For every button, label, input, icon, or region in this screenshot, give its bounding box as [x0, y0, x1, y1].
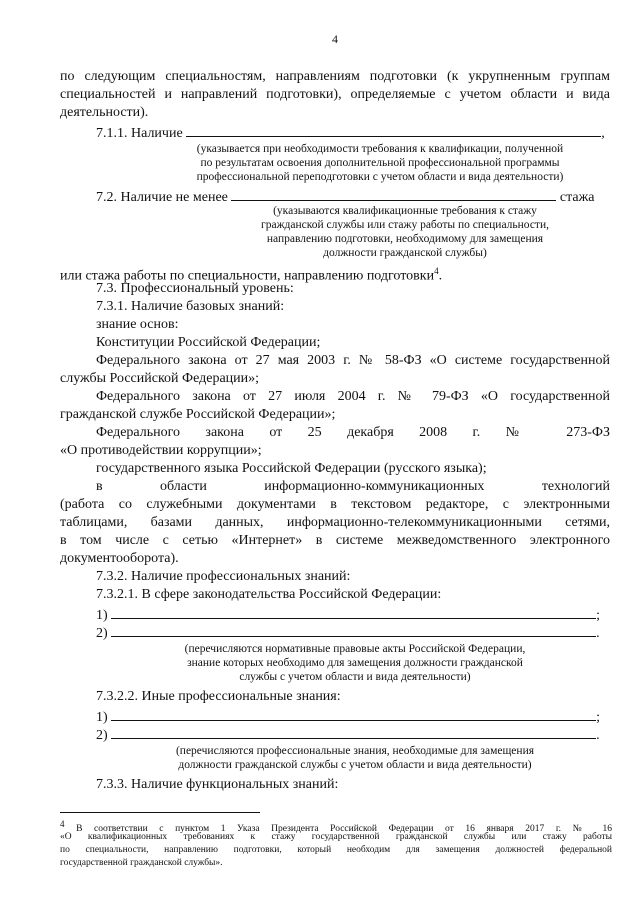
note-line: профессиональной переподготовки с учетом области и вида деятельности) — [196, 171, 564, 183]
fill-blank — [111, 724, 596, 739]
paragraph-line: деятельности). — [60, 105, 149, 120]
section-heading: 7.3.3. Наличие функциональных знаний: — [96, 777, 339, 792]
item-7-1-1 — [96, 122, 610, 143]
paragraph-line: Федерального закона от 25 декабря 2008 г. № 273-ФЗ — [96, 425, 610, 440]
note-line: гражданской службы или стажу работы по специальности, — [261, 219, 549, 231]
paragraph-line: документооборота). — [60, 551, 179, 566]
paragraph-line: Конституции Российской Федерации; — [96, 335, 321, 350]
footnote-line: «О квалификационных требованиях к стажу государственной гражданской службы или стажу работы — [60, 832, 612, 842]
note-line: (указываются квалификационные требования к стажу — [273, 205, 537, 217]
note-line: знание которых необходимо для замещения должности гражданской — [187, 657, 523, 669]
note-line: (перечисляются нормативные правовые акты Российской Федерации, — [184, 643, 526, 655]
item-number: 1) — [96, 710, 108, 725]
paragraph-line: специальностей и направлений подготовки), определяемые с учетом области и вида — [60, 87, 610, 102]
punct: ; — [596, 608, 601, 623]
section-heading: 7.3.2.1. В сфере законодательства Российской Федерации: — [96, 587, 442, 602]
section-heading: 7.3.2.2. Иные профессиональные знания: — [96, 689, 341, 704]
note-line: по результатам освоения дополнительной профессиональной программы — [200, 157, 560, 169]
fill-blank — [186, 122, 601, 137]
note-line: должности гражданской службы) — [323, 247, 487, 259]
item-number: 2) — [96, 728, 108, 743]
paragraph-line: Федерального закона от 27 мая 2003 г. № 58-ФЗ «О системе государственной — [96, 353, 610, 368]
note-line: службы с учетом области и вида деятельности) — [239, 671, 471, 683]
instruction-note — [125, 744, 585, 772]
page-number: 4 — [332, 32, 338, 46]
footnote-mark: 4 — [60, 819, 65, 829]
item-number: 1) — [96, 608, 108, 623]
list-item — [96, 622, 610, 643]
item-label: 7.1.1. Наличие — [96, 126, 183, 141]
punct: . — [438, 268, 443, 284]
list-item — [96, 724, 610, 745]
note-line: должности гражданской службы с учетом области и вида деятельности) — [178, 759, 532, 771]
fill-blank — [111, 604, 596, 619]
note-line: (перечисляются профессиональные знания, необходимые для замещения — [175, 745, 535, 757]
paragraph-line: знание основ: — [96, 317, 179, 332]
footnote-separator — [60, 812, 260, 813]
paragraph-line: в том числе с сетью «Интернет» в системе межведомственного электронного — [60, 533, 610, 548]
paragraph-line: таблицами, базами данных, информационно-телекоммуникационными сетями, — [60, 515, 610, 530]
punct: ; — [596, 710, 601, 725]
fill-blank — [111, 706, 596, 721]
item-label: 7.2. Наличие не менее — [96, 190, 228, 205]
section-heading: 7.3.2. Наличие профессиональных знаний: — [96, 569, 351, 584]
note-line: (указывается при необходимости требования к квалификации, полученной — [196, 143, 564, 155]
footnote-line: по специальности, направлению подготовки, который необходим для замещения должностей федеральной — [60, 845, 612, 855]
paragraph-line: службы Российской Федерации»; — [60, 371, 260, 386]
instruction-note — [130, 642, 580, 684]
paragraph-line: гражданской службе Российской Федерации»; — [60, 407, 336, 422]
paragraph-line: по следующим специальностям, направлениям подготовки (к укрупненным группам — [60, 69, 610, 84]
punct: , — [601, 126, 605, 141]
footnote-ref: 4 — [434, 266, 439, 276]
footnote-line: государственной гражданской службы». — [60, 858, 223, 868]
footnote-text: В соответствии с пунктом 1 Указа Президента Российской Федерации от 16 января 2017 г. № 16 — [76, 824, 612, 835]
paragraph-line: государственного языка Российской Федерации (русского языка); — [96, 461, 487, 476]
fill-blank — [231, 186, 556, 201]
item-number: 2) — [96, 626, 108, 641]
item-label: стажа — [559, 190, 595, 205]
punct: . — [596, 728, 600, 743]
fill-blank — [111, 622, 596, 637]
paragraph-text: или стажа работы по специальности, направлению подготовки — [60, 268, 435, 284]
instruction-note — [160, 142, 600, 184]
instruction-note — [235, 204, 575, 260]
paragraph-line: Федерального закона от 27 июля 2004 г. № 79-ФЗ «О государственной — [96, 389, 610, 404]
paragraph-line: «О противодействии коррупции»; — [60, 443, 262, 458]
paragraph-line: (работа со служебными документами в текстовом редакторе, с электронными — [60, 497, 610, 512]
punct: . — [596, 626, 600, 641]
section-heading: 7.3. Профессиональный уровень: — [96, 281, 294, 296]
section-heading: 7.3.1. Наличие базовых знаний: — [96, 299, 285, 314]
note-line: направлению подготовки, необходимому для замещения — [266, 233, 544, 245]
paragraph-line: в области информационно-коммуникационных технологий — [96, 479, 610, 494]
